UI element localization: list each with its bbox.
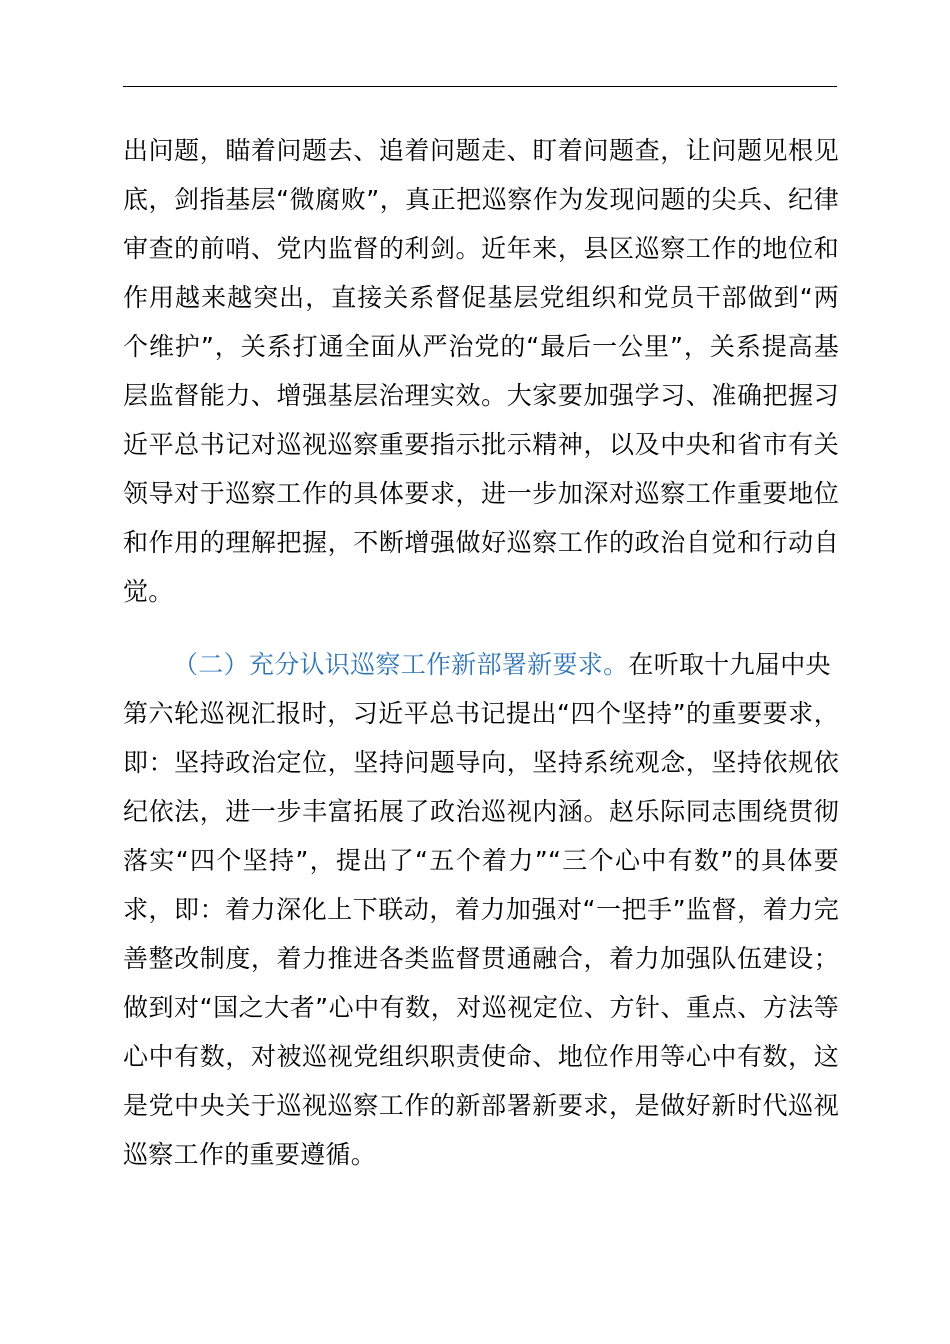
header-rule bbox=[123, 86, 837, 87]
paragraph-line: 近平总书记对巡视巡察重要指示批示精神，以及中央和省市有关 bbox=[123, 430, 839, 459]
paragraph-line: 心中有数，对被巡视党组织职责使命、地位作用等心中有数，这 bbox=[123, 1042, 839, 1071]
paragraph-line: 领导对于巡察工作的具体要求，进一步加深对巡察工作重要地位 bbox=[123, 479, 839, 508]
paragraph-line: 落实“四个坚持”，提出了“五个着力”“三个心中有数”的具体要 bbox=[123, 846, 839, 875]
paragraph-line: 出问题，瞄着问题去、追着问题走、盯着问题查，让问题见根见 bbox=[123, 136, 839, 165]
paragraph-line: 审查的前哨、党内监督的利剑。近年来，县区巡察工作的地位和 bbox=[123, 234, 839, 263]
paragraph-line: 是党中央关于巡视巡察工作的新部署新要求，是做好新时代巡视 bbox=[123, 1091, 839, 1120]
paragraph-line: 个维护”，关系打通全面从严治党的“最后一公里”，关系提高基 bbox=[123, 332, 839, 361]
section-heading: （二）充分认识巡察工作新部署新要求。 bbox=[173, 650, 629, 679]
paragraph-line: 层监督能力、增强基层治理实效。大家要加强学习、准确把握习 bbox=[123, 381, 839, 410]
document-body bbox=[123, 126, 839, 1179]
paragraph-line: 第六轮巡视汇报时，习近平总书记提出“四个坚持”的重要要求， bbox=[123, 699, 839, 728]
paragraph-line: 即：坚持政治定位，坚持问题导向，坚持系统观念，坚持依规依 bbox=[123, 748, 839, 777]
paragraph-line: 做到对“国之大者”心中有数，对巡视定位、方针、重点、方法等 bbox=[123, 993, 839, 1022]
paragraph-first-line bbox=[123, 640, 839, 689]
paragraph-line: 善整改制度，着力推进各类监督贯通融合，着力加强队伍建设； bbox=[123, 944, 839, 973]
paragraph-line: 纪依法，进一步丰富拓展了政治巡视内涵。赵乐际同志围绕贯彻 bbox=[123, 797, 839, 826]
heading-line-rest: 在听取十九届中央 bbox=[628, 650, 831, 679]
paragraph-line: 求，即：着力深化上下联动，着力加强对“一把手”监督，着力完 bbox=[123, 895, 839, 924]
paragraph-2 bbox=[123, 640, 839, 1179]
paragraph-1 bbox=[123, 126, 839, 616]
paragraph-line: 觉。 bbox=[123, 577, 174, 606]
paragraph-gap bbox=[123, 616, 839, 640]
paragraph-line: 巡察工作的重要遵循。 bbox=[123, 1140, 377, 1169]
paragraph-line: 底，剑指基层“微腐败”，真正把巡察作为发现问题的尖兵、纪律 bbox=[123, 185, 839, 214]
paragraph-line: 和作用的理解把握，不断增强做好巡察工作的政治自觉和行动自 bbox=[123, 528, 839, 557]
paragraph-line: 作用越来越突出，直接关系督促基层党组织和党员干部做到“两 bbox=[123, 283, 839, 312]
